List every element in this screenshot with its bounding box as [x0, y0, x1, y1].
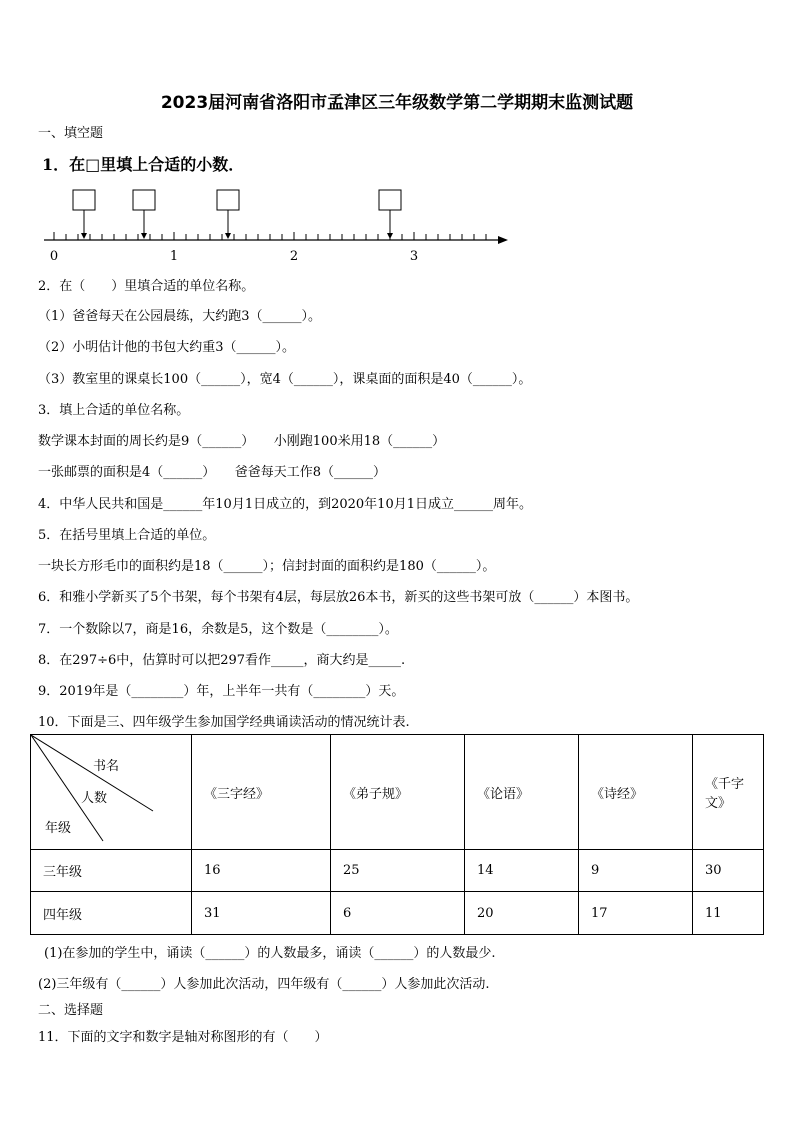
- answer-pointer-head: [81, 233, 87, 239]
- value-cell: 16: [192, 850, 331, 892]
- value-cell: 25: [331, 850, 465, 892]
- question-6: 6．和雅小学新买了5个书架，每个书架有4层，每层放26本书，新买的这些书架可放（______）本图书。: [38, 590, 639, 605]
- table-header-row: [31, 735, 764, 850]
- number-line-arrow: [498, 236, 508, 244]
- answer-pointer-head: [387, 233, 393, 239]
- book-header-2: 《弟子规》: [331, 735, 465, 850]
- book-header-1: 《三字经》: [192, 735, 331, 850]
- question-7: 7．一个数除以7，商是16，余数是5，这个数是（________）。: [38, 622, 398, 637]
- value-cell: 31: [192, 892, 331, 935]
- question-2-part-1: （1）爸爸每天在公园晨练，大约跑3（______）。: [38, 309, 322, 324]
- section-multiple-choice: 二、选择题: [38, 1003, 104, 1018]
- grade-cell: 三年级: [31, 850, 192, 892]
- tick-label: 2: [289, 249, 299, 264]
- reading-stats-table: [30, 734, 764, 935]
- tick-label: 1: [169, 249, 179, 264]
- header-label-grade: 年级: [45, 821, 72, 836]
- book-header-5: 《千字文》: [693, 735, 764, 850]
- question-1: 1．在□里填上合适的小数．: [42, 155, 245, 174]
- question-3-line-2: 一张邮票的面积是4（______） 爸爸每天工作8（______）: [38, 465, 387, 480]
- question-2: 2．在（ ）里填合适的单位名称。: [38, 279, 255, 294]
- question-5-line-1: 一块长方形毛巾的面积约是18（______）；信封封面的面积约是180（______）。: [38, 559, 496, 574]
- question-8: 8．在297÷6中，估算时可以把297看作_____，商大约是_____.: [38, 653, 406, 668]
- answer-pointer-head: [225, 233, 231, 239]
- value-cell: 14: [465, 850, 579, 892]
- question-10-part-2: (2)三年级有（______）人参加此次活动，四年级有（______）人参加此次活动.: [38, 977, 490, 992]
- value-cell: 17: [579, 892, 693, 935]
- header-label-book: 书名: [93, 759, 120, 774]
- table-row: [31, 892, 764, 935]
- tick-label: 0: [49, 249, 59, 264]
- book-header-3: 《论语》: [465, 735, 579, 850]
- question-11: 11．下面的文字和数字是轴对称图形的有（ ）: [38, 1030, 328, 1045]
- header-label-people: 人数: [81, 791, 108, 806]
- value-cell: 20: [465, 892, 579, 935]
- question-3-line-1: 数学课本封面的周长约是9（______） 小刚跑100米用18（______）: [38, 434, 446, 449]
- answer-box: [379, 190, 401, 210]
- answer-box: [73, 190, 95, 210]
- answer-pointer-head: [141, 233, 147, 239]
- section-fill-blank: 一、填空题: [38, 126, 104, 141]
- question-2-part-3: （3）教室里的课桌长100（______），宽4（______），课桌面的面积是40（______）。: [38, 372, 532, 387]
- question-3: 3．填上合适的单位名称。: [38, 403, 190, 418]
- question-9: 9．2019年是（________）年，上半年一共有（________）天。: [38, 684, 405, 699]
- value-cell: 9: [579, 850, 693, 892]
- answer-box: [133, 190, 155, 210]
- value-cell: 30: [693, 850, 764, 892]
- value-cell: 11: [693, 892, 764, 935]
- page-title: 2023届河南省洛阳市孟津区三年级数学第二学期期末监测试题: [160, 93, 634, 113]
- answer-box: [217, 190, 239, 210]
- question-4: 4．中华人民共和国是______年10月1日成立的，到2020年10月1日成立______周年。: [38, 497, 532, 512]
- question-10-part-1: (1)在参加的学生中，诵读（______）的人数最多，诵读（______）的人数最少.: [44, 946, 496, 961]
- grade-cell: 四年级: [31, 892, 192, 935]
- tick-label: 3: [409, 249, 419, 264]
- question-2-part-2: （2）小明估计他的书包大约重3（______）。: [38, 340, 296, 355]
- diagonal-header-cell: [31, 735, 192, 850]
- value-cell: 6: [331, 892, 465, 935]
- book-header-4: 《诗经》: [579, 735, 693, 850]
- table-row: [31, 850, 764, 892]
- question-5: 5．在括号里填上合适的单位。: [38, 528, 216, 543]
- number-line: [40, 180, 520, 270]
- question-10: 10．下面是三、四年级学生参加国学经典诵读活动的情况统计表.: [38, 715, 410, 730]
